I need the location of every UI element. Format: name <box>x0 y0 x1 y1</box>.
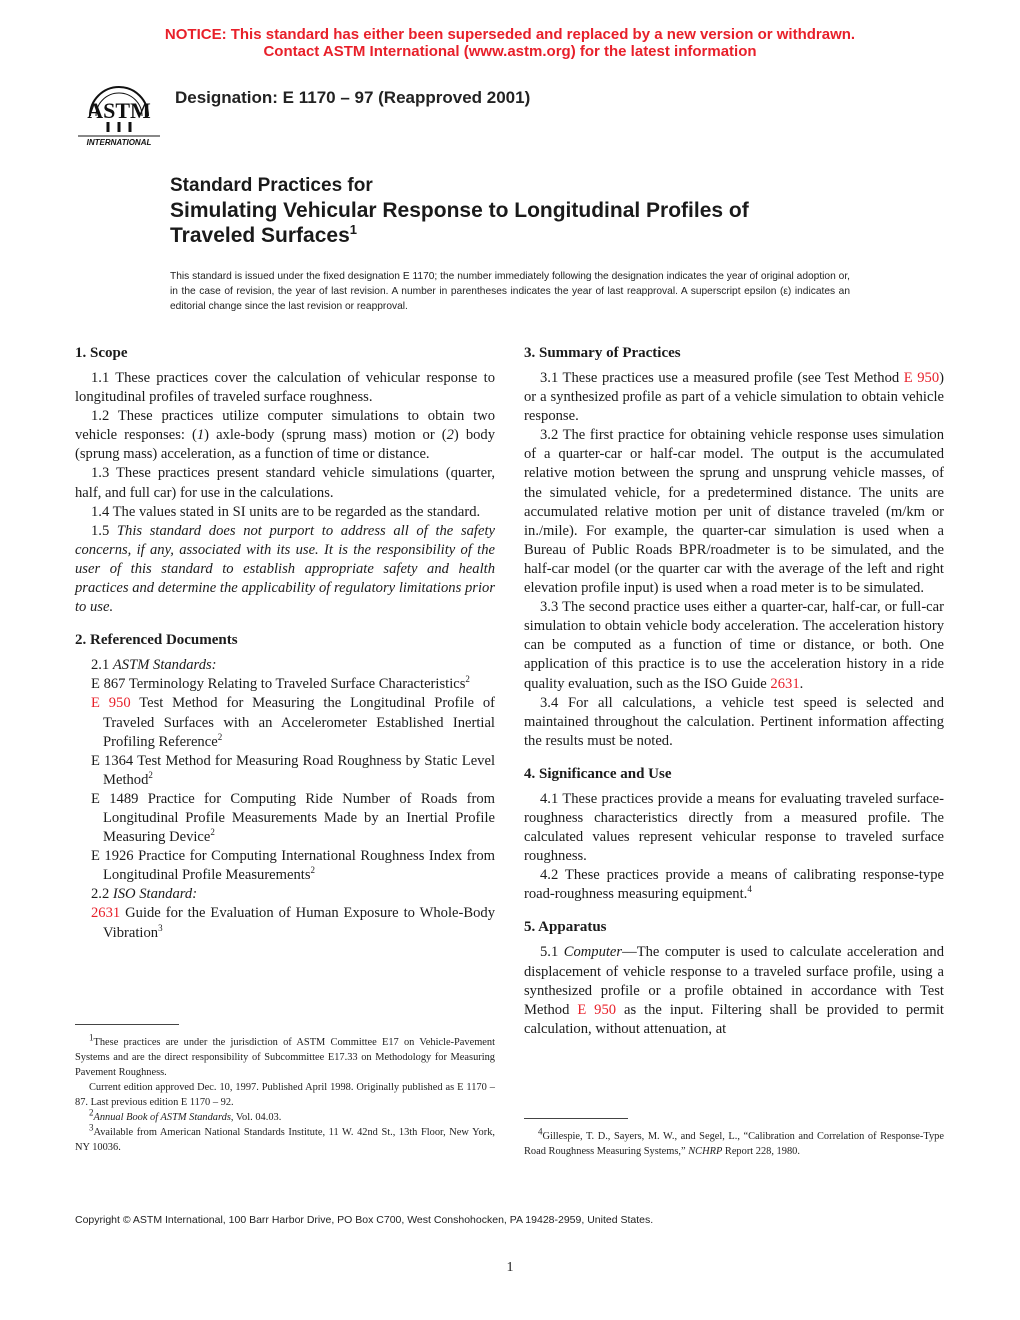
ref-e1926-sup: 2 <box>310 865 316 876</box>
fn2-mark: 2 <box>89 1107 94 1118</box>
scope-p2 <box>75 407 495 464</box>
ref-e1489 <box>75 790 495 847</box>
fn1-text: These practices are under the jurisdiction of ASTM Committee E17 on Vehicle-Pavement Systems and are the direct responsibility of Subcommittee E17.33 on Methodology for Measuring Pavement Roughness. <box>75 1037 495 1078</box>
fn2-text: , Vol. 04.03. <box>230 1112 282 1123</box>
title-footnote-mark: 1 <box>349 222 358 237</box>
fn4-text-a: Gillespie, T. D., Sayers, M. W., and Segel, L., “Calibration and Correlation of Response-Type Road Roughness Measuring Systems,” <box>524 1131 944 1157</box>
copyright: Copyright © ASTM International, 100 Barr Harbor Drive, PO Box C700, West Conshohocken, PA 19428-2959, United States. <box>75 1214 654 1226</box>
footnote-3 <box>75 1122 495 1155</box>
astm-logo-icon <box>76 76 162 148</box>
right-footnotes <box>524 1118 944 1159</box>
section-summary <box>524 344 944 751</box>
fn2-ital: Annual Book of ASTM Standards <box>93 1112 231 1123</box>
fn3-text: Available from American National Standards Institute, 11 W. 42nd St., 13th Floor, New York, NY 10036. <box>75 1127 495 1153</box>
section-apparatus <box>524 918 944 1038</box>
apparatus-p1-num: 5.1 <box>540 944 564 961</box>
ref-e867-text: E 867 Terminology Relating to Traveled Surface Characteristics <box>91 676 466 693</box>
fn3-mark: 3 <box>89 1122 94 1133</box>
designation: Designation: E 1170 – 97 (Reapproved 2001) <box>175 88 531 107</box>
title-line-3-text: Traveled Surfaces <box>170 224 350 247</box>
ref-e950 <box>75 694 495 751</box>
summary-p1-a: 3.1 These practices use a measured profile (see Test Method <box>540 370 904 386</box>
iso2631-link[interactable]: 2631 <box>91 905 121 922</box>
scope-p1: 1.1 These practices cover the calculation of vehicular response to longitudinal profiles of traveled surface roughness. <box>75 370 495 406</box>
significance-p2-text: 4.2 These practices provide a means of calibrating response-type road-roughness measuring equipment. <box>524 867 944 903</box>
withdrawal-notice <box>0 26 1020 60</box>
footnote-2 <box>75 1107 495 1125</box>
apparatus-e950-link[interactable]: E 950 <box>577 1001 617 1018</box>
issue-note: This standard is issued under the fixed designation E 1170; the number immediately following the designation indicates the year of original adoption or, in the case of revision, the year of last revision. A number in parentheses indicates the year of last reapproval. A superscript epsilon (ε) indicates an editorial change since the last revision or reapproval. <box>170 271 850 312</box>
ref-e950-sup: 2 <box>217 731 223 742</box>
summary-p2: 3.2 The first practice for obtaining vehicle response uses simulation of a quarter-car or half-car model. The output is the accumulated relative motion between the sprung and unsprung vehicle masses, of the simulated vehicle, for a predetermined distance. The units are accumulated relative motion per unit of distance traveled (m/km or in./mile). For example, the quarter-car simulation is used when a Bureau of Public Roads BPR/roadmeter is to be simulated, and the half-car model (or the quarter car with the average of the left and right elevation profile input) is used when a road meter is to be simulated. <box>524 427 944 597</box>
e950-link[interactable]: E 950 <box>91 695 131 712</box>
footnote-1b: Current edition approved Dec. 10, 1997. Published April 1998. Originally published as E 1170 – 87. Last previous edition E 1170 – 92. <box>75 1082 495 1108</box>
ref-iso2631 <box>75 904 495 942</box>
fn1-mark: 1 <box>89 1032 94 1043</box>
ref-e1926 <box>75 847 495 885</box>
logo-label: INTERNATIONAL <box>86 138 152 147</box>
summary-p1-b: ) or a synthesized profile as part of a vehicle simulation to obtain vehicle response. <box>524 370 944 425</box>
sub1-label: ASTM Standards: <box>112 657 217 674</box>
scope-p5 <box>75 522 495 617</box>
section-significance <box>524 765 944 905</box>
apparatus-heading: 5. Apparatus <box>524 919 607 936</box>
scope-p2-i1: 1 <box>196 427 205 444</box>
left-column <box>75 344 495 957</box>
scope-p4: 1.4 The values stated in SI units are to be regarded as the standard. <box>91 503 481 520</box>
left-footnotes <box>75 1024 495 1155</box>
summary-iso2631-link[interactable]: 2631 <box>770 675 800 692</box>
sub2-num: 2.2 <box>91 886 113 903</box>
scope-p2-a: 1.2 These practices utilize computer simulations to obtain two vehicle responses: ( <box>75 408 495 444</box>
summary-heading: 3. Summary of Practices <box>524 345 681 361</box>
significance-heading: 4. Significance and Use <box>524 765 672 782</box>
fn4-mark: 4 <box>538 1126 543 1137</box>
apparatus-p1 <box>524 943 944 1038</box>
title-line-1: Standard Practices for <box>170 175 373 196</box>
significance-p2 <box>524 866 944 904</box>
significance-p2-sup: 4 <box>747 884 752 895</box>
astm-standards-label <box>75 656 495 675</box>
ref-iso2631-sup: 3 <box>158 922 163 933</box>
scope-p2-c: ) body (sprung mass) acceleration, as a function of time or distance. <box>75 427 496 463</box>
scope-p3: 1.3 These practices present standard vehicle simulations (quarter, half, and full car) for use in the calculations. <box>75 465 495 501</box>
ref-e950-text: Test Method for Measuring the Longitudinal Profile of Traveled Surfaces with an Accelerometer Established Inertial Profiling Reference <box>103 695 495 750</box>
title-line-2: Simulating Vehicular Response to Longitudinal Profiles of <box>170 199 749 222</box>
notice-line-1: NOTICE: This standard has either been superseded and replaced by a new version or withdrawn. <box>164 26 856 43</box>
ref-e1364-text: E 1364 Test Method for Measuring Road Roughness by Static Level Method <box>91 752 495 788</box>
scope-p5-text: This standard does not purport to address all of the safety concerns, if any, associated with its use. It is the responsibility of the user of this standard to establish appropriate safety and health practices and determine the applicability of regulatory limitations prior to use. <box>75 522 495 616</box>
footnote-rule-left <box>75 1024 179 1025</box>
page-number: 1 <box>506 1260 514 1275</box>
ref-e867-sup: 2 <box>465 674 470 685</box>
summary-p1 <box>524 369 944 426</box>
ref-e1364 <box>75 752 495 790</box>
sub1-num: 2.1 <box>91 657 113 674</box>
ref-e1489-text: E 1489 Practice for Computing Ride Number of Roads from Longitudinal Profile Measurements Made by an Inertial Profile Measuring Device <box>91 790 495 846</box>
footnote-rule-right <box>524 1118 628 1119</box>
apparatus-p1-a: —The computer is used to calculate acceleration and displacement of vehicle response to a traveled surface profile, using a synthesized profile or a profile obtained in accordance with Test Method <box>524 944 945 1018</box>
ref-iso2631-text: Guide for the Evaluation of Human Exposure to Whole-Body Vibration <box>103 905 495 941</box>
fn4-ital: NCHRP <box>688 1146 723 1157</box>
footnote-1 <box>75 1032 495 1080</box>
summary-p4: 3.4 For all calculations, a vehicle test speed is selected and maintained throughout the calculation. Pertinent information affecting the results must be noted. <box>524 694 944 749</box>
right-column <box>524 344 944 1053</box>
section-referenced-documents <box>75 631 495 942</box>
fn4-text-b: Report 228, 1980. <box>722 1146 800 1157</box>
ref-e867 <box>75 675 495 694</box>
significance-p1: 4.1 These practices provide a means for evaluating traveled surface-roughness characteristics directly from a measured profile. The calculated values represent vehicular response to traveled surface roughness. <box>524 790 944 865</box>
summary-p3 <box>524 598 944 693</box>
title-line-3 <box>170 223 870 248</box>
iso-standard-label <box>75 885 495 904</box>
section-scope <box>75 344 495 617</box>
scope-p5-num: 1.5 <box>91 522 117 539</box>
summary-p3-a: 3.3 The second practice uses either a quarter-car, half-car, or full-car simulation to obtain vehicle body acceleration. The acceleration history can be computed as a function of time or distance, or both. One application of this practice is to use the acceleration history in a ride quality evaluation, such as the ISO Guide <box>524 599 944 692</box>
astm-logo <box>76 76 162 148</box>
referenced-heading: 2. Referenced Documents <box>75 632 238 649</box>
ref-e1926-text: E 1926 Practice for Computing International Roughness Index from Longitudinal Profile Measurements <box>91 848 495 884</box>
sub2-label: ISO Standard: <box>112 886 198 903</box>
ref-e1489-sup: 2 <box>210 827 215 838</box>
scope-heading: 1. Scope <box>75 345 128 361</box>
scope-p2-i2: 2 <box>446 427 454 444</box>
footnote-4 <box>524 1126 944 1159</box>
apparatus-p1-b: as the input. Filtering shall be provided to permit calculation, without attenuation, at <box>524 1001 944 1037</box>
summary-e950-link[interactable]: E 950 <box>903 370 940 386</box>
logo-letters: ASTM <box>87 98 151 123</box>
notice-line-2: Contact ASTM International (www.astm.org) for the latest information <box>263 43 757 60</box>
document-title <box>170 174 870 248</box>
scope-p2-b: ) axle-body (sprung mass) motion or ( <box>204 427 447 444</box>
apparatus-p1-label: Computer <box>563 944 623 961</box>
ref-e1364-sup: 2 <box>148 769 153 780</box>
summary-p3-b: . <box>799 675 804 692</box>
